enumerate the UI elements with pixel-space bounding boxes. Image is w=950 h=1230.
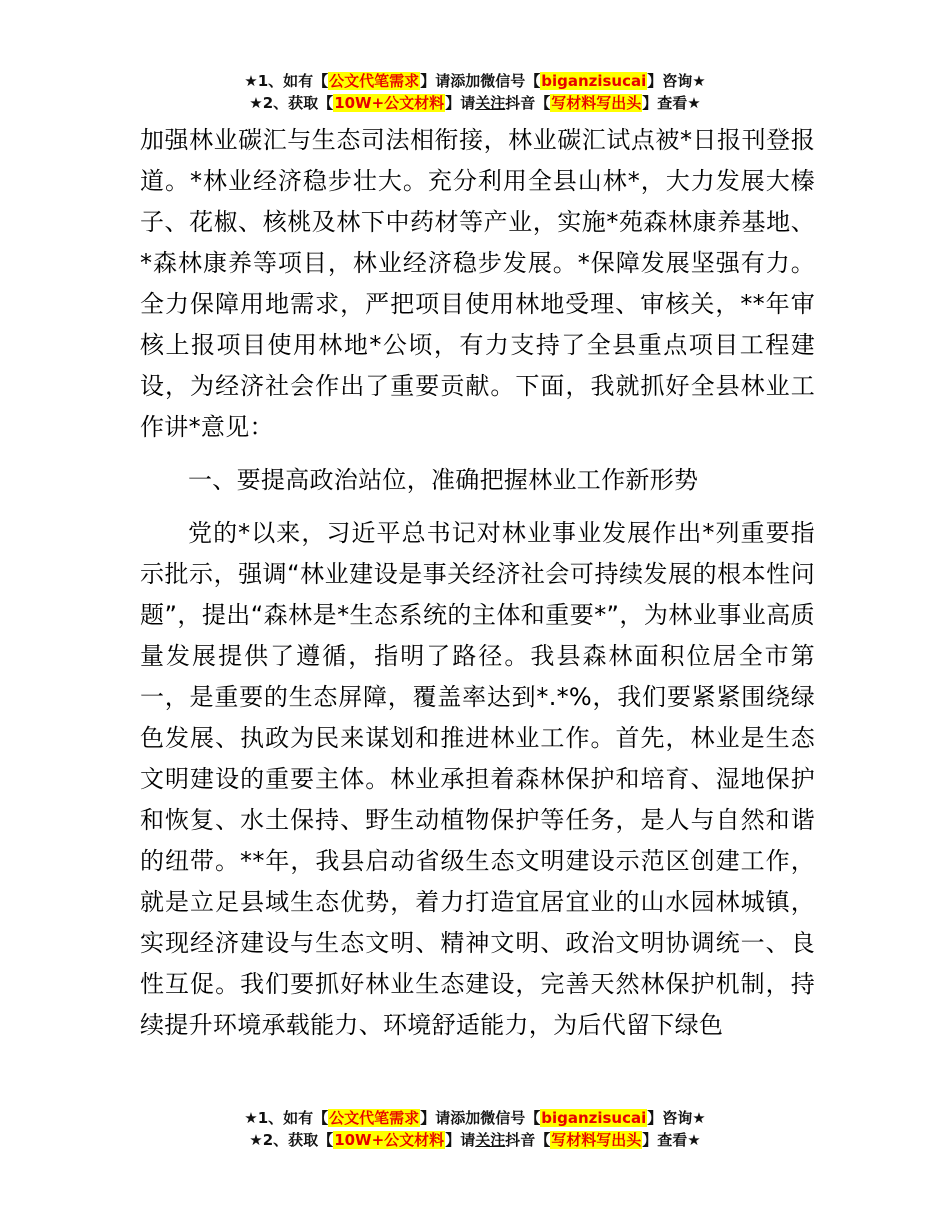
banner-highlight-materials: 10W+公文材料 [334, 1131, 445, 1149]
banner-highlight-wechat: biganzisucai [541, 72, 647, 90]
banner-line-1: ★1、如有【公文代笔需求】请添加微信号【biganzisucai】咨询★ [244, 72, 706, 90]
banner-underline-follow: 关注 [475, 94, 506, 112]
paragraph-continued: 加强林业碳汇与生态司法相衔接，林业碳汇试点被*日报刊登报道。*林业经济稳步壮大。充分利用全县山林*，大力发展大榛子、花椒、核桃及林下中药材等产业，实施*苑森林康养基地、*森林康养等项目，林业经济稳步发展。*保障发展坚强有力。全力保障用地需求，严把项目使用林地受理、审核关，**年审核上报项目使用林地*公顷，有力支持了全县重点项目工程建设，为经济社会作出了重要贡献。下面，我就抓好全县林业工作讲*意见： [140, 126, 815, 441]
banner-highlight-douyin: 写材料写出头 [551, 1131, 642, 1149]
banner-highlight-materials: 10W+公文材料 [334, 94, 445, 112]
banner-line-1: ★1、如有【公文代笔需求】请添加微信号【biganzisucai】咨询★ [244, 1109, 706, 1127]
footer-banner [0, 1107, 950, 1151]
banner-line-2: ★2、获取【10W+公文材料】请关注抖音【写材料写出头】查看★ [249, 94, 701, 112]
banner-highlight-service: 公文代笔需求 [329, 1109, 420, 1127]
document-body [140, 120, 815, 1046]
banner-highlight-douyin: 写材料写出头 [551, 94, 642, 112]
banner-underline-follow: 关注 [475, 1131, 506, 1149]
banner-highlight-wechat: biganzisucai [541, 1109, 647, 1127]
header-banner [0, 70, 950, 114]
paragraph: 党的*以来，习近平总书记对林业事业发展作出*列重要指示批示，强调“林业建设是事关经济社会可持续发展的根本性问题”，提出“森林是*生态系统的主体和重要*”，为林业事业高质量发展提供了遵循，指明了路径。我县森林面积位居全市第一，是重要的生态屏障，覆盖率达到*.*%，我们要紧紧围绕绿色发展、执政为民来谋划和推进林业工作。首先，林业是生态文明建设的重要主体。林业承担着森林保护和培育、湿地保护和恢复、水土保持、野生动植物保护等任务，是人与自然和谐的纽带。**年，我县启动省级生态文明建设示范区创建工作，就是立足县域生态优势，着力打造宜居宜业的山水园林城镇，实现经济建设与生态文明、精神文明、政治文明协调统一、良性互促。我们要抓好林业生态建设，完善天然林保护机制，持续提升环境承载能力、环境舒适能力，为后代留下绿色 [140, 519, 815, 1039]
banner-highlight-service: 公文代笔需求 [329, 72, 420, 90]
section-heading: 一、要提高政治站位，准确把握林业工作新形势 [188, 466, 699, 494]
banner-line-2: ★2、获取【10W+公文材料】请关注抖音【写材料写出头】查看★ [249, 1131, 701, 1149]
